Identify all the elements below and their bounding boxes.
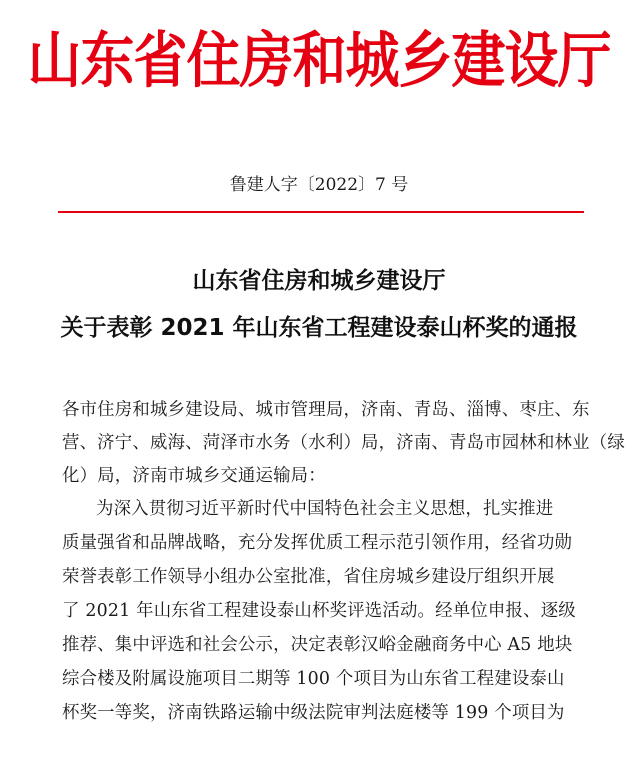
- body-line: 为深入贯彻习近平新时代中国特色社会主义思想，扎实推进: [96, 499, 554, 519]
- body-line: 了 2021 年山东省工程建设泰山杯奖评选活动。经单位申报、逐级: [62, 601, 576, 621]
- document-title-line-1: 山东省住房和城乡建设厅: [192, 268, 446, 294]
- addressee-line: 营、济宁、威海、菏泽市水务（水利）局，济南、青岛市园林和林业（绿: [62, 433, 625, 453]
- document-number: 鲁建人字〔2022〕7 号: [229, 175, 409, 195]
- body-line: 综合楼及附属设施项目二期等 100 个项目为山东省工程建设泰山: [62, 669, 565, 689]
- body-line: 杯奖一等奖，济南铁路运输中级法院审判法庭楼等 199 个项目为: [62, 703, 565, 723]
- body-line: 质量强省和品牌战略，充分发挥优质工程示范引领作用，经省功勋: [62, 533, 573, 553]
- red-divider-line: [58, 211, 584, 213]
- body-line: 推荐、集中评选和社会公示，决定表彰汉峪金融商务中心 A5 地块: [62, 635, 573, 655]
- document-title-line-2: 关于表彰 2021 年山东省工程建设泰山杯奖的通报: [60, 315, 578, 341]
- letterhead-org-name: 山东省住房和城乡建设厅: [27, 25, 611, 96]
- body-line: 荣誉表彰工作领导小组办公室批准，省住房城乡建设厅组织开展: [62, 567, 555, 587]
- addressee-line: 化）局，济南市城乡交通运输局：: [62, 466, 326, 486]
- addressee-line: 各市住房和城乡建设局、城市管理局，济南、青岛、淄博、枣庄、东: [62, 400, 590, 420]
